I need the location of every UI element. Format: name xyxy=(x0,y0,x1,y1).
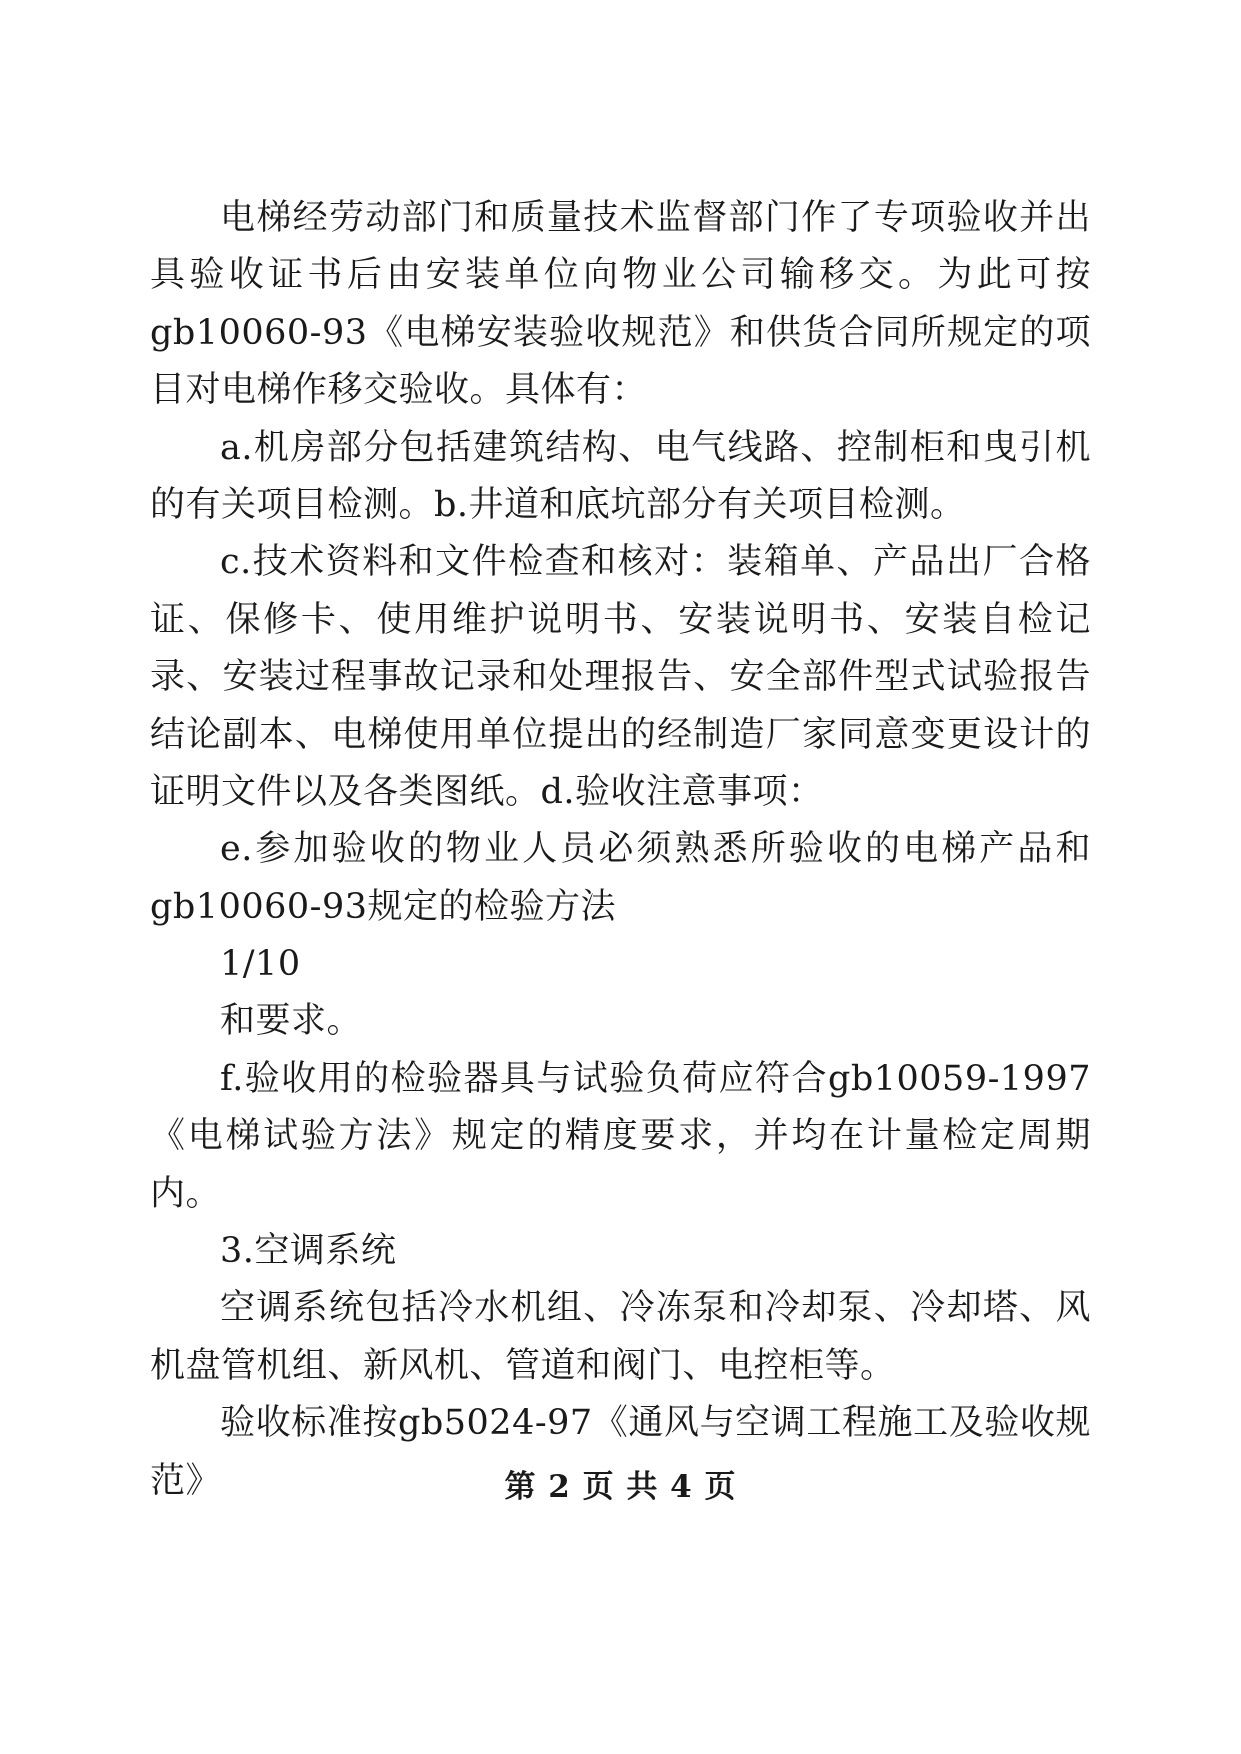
paragraph: e.参加验收的物业人员必须熟悉所验收的电梯产品和gb10060-93规定的检验方法 xyxy=(150,829,1091,927)
section-heading: 3.空调系统 xyxy=(220,1231,397,1272)
paragraph: c.技术资料和文件检查和核对：装箱单、产品出厂合格证、保修卡、使用维护说明书、安装说明书、安装自检记录、安装过程事故记录和处理报告、安全部件型式试验报告结论副本、电梯使用单位提出的经制造厂家同意变更设计的证明文件以及各类图纸。d.验收注意事项： xyxy=(150,542,1091,812)
paragraph: a.机房部分包括建筑结构、电气线路、控制柜和曳引机的有关项目检测。b.井道和底坑部分有关项目检测。 xyxy=(150,427,1091,525)
page-footer: 第 2 页 共 4 页 xyxy=(504,1469,737,1505)
paragraph: 电梯经劳动部门和质量技术监督部门作了专项验收并出具验收证书后由安装单位向物业公司输移交。为此可按gb10060-93《电梯安装验收规范》和供货合同所规定的项目对电梯作移交验收。具体有： xyxy=(150,198,1091,411)
paragraph: f.验收用的检验器具与试验负荷应符合gb10059-1997《电梯试验方法》规定的精度要求，并均在计量检定周期内。 xyxy=(150,1058,1091,1214)
document-body xyxy=(150,190,1091,1510)
paragraph: 空调系统包括冷水机组、冷冻泵和冷却泵、冷却塔、风机盘管机组、新风机、管道和阀门、电控柜等。 xyxy=(150,1288,1091,1386)
paragraph: 和要求。 xyxy=(220,1001,363,1042)
page-counter-line: 1/10 xyxy=(220,944,301,985)
paragraph: 验收标准按gb5024-97《通风与空调工程施工及验收规范》 xyxy=(150,1403,1091,1501)
